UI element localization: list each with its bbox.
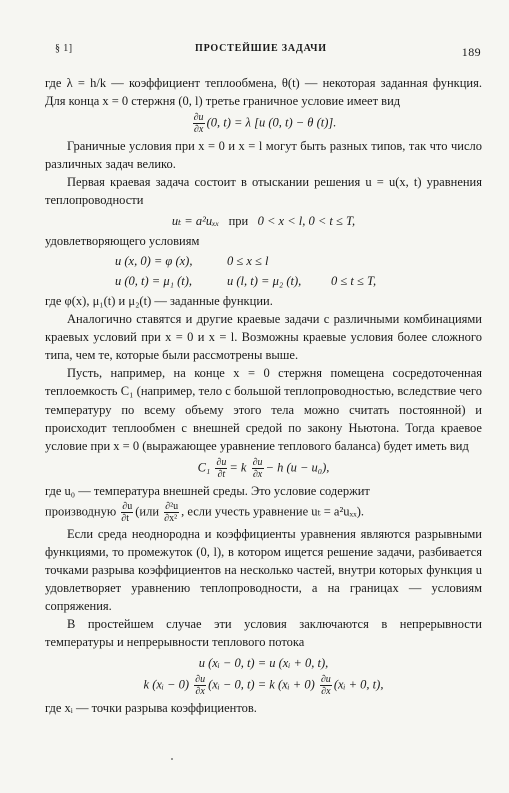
section-mark: § 1] — [55, 43, 73, 54]
running-title: ПРОСТЕЙШИЕ ЗАДАЧИ — [195, 43, 327, 54]
line-derivative-mention: производную $\frac{\partial u}{\partial t}$ (или $\frac{\text{∂²u}}{\text{∂x²}}$ , если учесть уравнение uₜ = a²uₓₓ). — [45, 500, 365, 524]
paragraph-similar-problems: Аналогично ставятся и другие краевые задачи с различными комбинациями краевых условий при x = 0 и x = l. Возможны краевые условия более сложного типа, чем те, которые были рассмотрены выше. — [45, 312, 482, 363]
paragraph-concentrated-capacity: Пусть, например, на конце x = 0 стержня помещена сосредоточенная теплоемкость C₁ (например, тело с большой теплопроводностью, вследствие чего температуру по всему объему этого тела можно считать постоянной) и происходит теплообмен с внешней средой по закону Ньютона. Тогда краевое условие при x = 0 (выражающее уравнение теплового баланса) будет иметь вид — [45, 366, 482, 453]
paragraph-third-bc-intro: где λ = h/k — коэффициент теплообмена, θ(t) — некоторая заданная функция. Для конца x = 0 стержня (0, l) третье граничное условие имеет вид — [45, 76, 482, 109]
paragraph-boundary-types: Граничные условия при x = 0 и x = l могут быть разных типов, так что число различных задач велико. — [45, 139, 482, 172]
fraction-du-dt: $\frac{\partial u}{\partial t}$ — [121, 500, 133, 524]
paragraph-given-functions: где φ(x), μ₁(t) и μ₂(t) — заданные функции. — [45, 293, 273, 308]
fraction-du-dx: $\frac{\partial u}{\partial x}$ — [193, 112, 204, 136]
paragraph-first-problem: Первая краевая задача состоит в отыскании решения u = u(x, t) уравнения теплопроводности — [45, 175, 482, 208]
print-speck — [171, 758, 173, 760]
equation-heat: uₜ = a²uₓₓ при 0 < x < l, 0 < t ≤ T, — [171, 213, 356, 228]
fraction-d2u-dx2: $\frac{\text{∂²u}}{\text{∂x²}}$ — [164, 500, 179, 524]
equation-temperature-continuity: u (xᵢ − 0, t) = u (xᵢ + 0, t), — [198, 655, 329, 670]
equation-third-boundary-condition: $\frac{\partial u}{\partial x}$ (0, t) = λ [u (0, t) − θ (t)]. — [193, 112, 337, 136]
equation-conditions: u (x, 0) = φ (x), 0 ≤ x ≤ l u (0, t) = μ₁ (t), u (l, t) = μ₂ (t), 0 ≤ t ≤ T, — [115, 253, 377, 288]
equation-flux-continuity: k (xᵢ − 0) $\frac{\partial u}{\partial x}$ (xᵢ − 0, t) = k (xᵢ + 0) $\frac{\partial u}{\partial x}$ (xᵢ + 0, t), — [143, 673, 384, 697]
paragraph-satisfying: удовлетворяющего условиям — [45, 233, 200, 248]
paragraph-ambient-temperature: где u₀ — температура внешней среды. Это условие содержит — [45, 483, 370, 498]
page-number: 189 — [461, 45, 481, 59]
page-body — [45, 74, 482, 717]
fraction-du-dx: $\frac{\partial u}{\partial x}$ — [252, 456, 263, 480]
fraction-du-dt: $\frac{\partial u}{\partial t}$ — [216, 456, 227, 480]
fraction-du-dx: $\frac{\partial u}{\partial x}$ — [320, 673, 331, 697]
equation-heat-balance: C₁ $\frac{\partial u}{\partial t}$ = k $\frac{\partial u}{\partial x}$ − h (u − u₀), — [197, 456, 330, 480]
paragraph-discontinuity-points: где xᵢ — точки разрыва коэффициентов. — [45, 700, 257, 715]
fraction-du-dx: $\frac{\partial u}{\partial x}$ — [195, 673, 206, 697]
paragraph-inhomogeneous-medium: Если среда неоднородна и коэффициенты уравнения являются разрывными функциями, то промежуток (0, l), в котором ищется решение задачи, разбивается точками разрыва коэффициентов на несколько частей, внутри которых функция u удовлетворяет уравнению теплопроводности, а на границах — условиям сопряжения. — [45, 526, 482, 614]
page-header — [55, 43, 481, 59]
paragraph-simplest-case: В простейшем случае эти условия заключаются в непрерывности температуры и непрерывности теплового потока — [45, 617, 482, 650]
